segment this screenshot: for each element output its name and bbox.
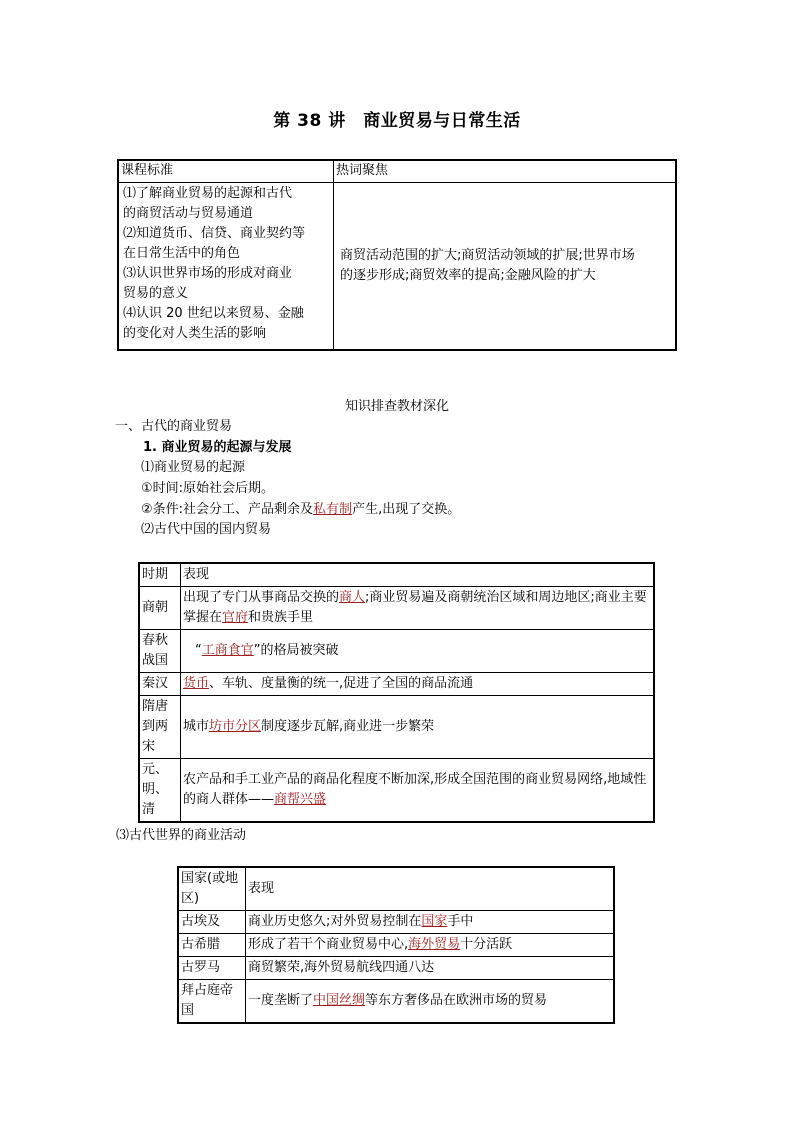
- hotwords-header: 热词聚焦: [334, 160, 677, 182]
- china-trade-table: [138, 562, 655, 823]
- part-heading: 一、古代的商业贸易: [115, 419, 233, 434]
- period-cell: 商朝: [139, 587, 181, 630]
- keyword: 海外贸易: [408, 937, 461, 952]
- standards-content: [118, 182, 334, 350]
- keyword: 工商食官: [201, 643, 254, 658]
- description-cell: “工商食官”的格局被突破: [181, 630, 655, 673]
- country-cell: 拜占庭帝国: [178, 980, 246, 1024]
- item-heading: 1. 商业贸易的起源与发展: [143, 440, 292, 455]
- keyword: 商帮兴盛: [274, 792, 327, 807]
- keyword: 中国丝绸: [313, 993, 366, 1008]
- country-header: 国家(或地区): [178, 867, 246, 911]
- standards-table: [117, 159, 677, 351]
- condition-text: ②条件:社会分工、产品剩余及: [141, 502, 314, 517]
- country-cell: 古罗马: [178, 957, 246, 980]
- condition-text: 产生,出现了交换。: [352, 502, 461, 517]
- description-cell: 出现了专门从事商品交换的商人;商业贸易遍及商朝统治区域和周边地区;商业主要掌握在官府和贵族手里: [181, 587, 655, 630]
- keyword: 坊市分区: [209, 719, 262, 734]
- description-cell: 农产品和手工业产品的商品化程度不断加深,形成全国范围的商业贸易网络,地域性的商人群体——商帮兴盛: [181, 759, 655, 823]
- standards-line: ⑵知道货币、信贷、商业契约等: [123, 225, 306, 241]
- description-cell: 形成了若干个商业贸易中心,海外贸易十分活跃: [246, 934, 615, 957]
- description-cell: 商贸繁荣,海外贸易航线四通八达: [246, 957, 615, 980]
- keyword: 官府: [222, 610, 249, 625]
- description-cell: 城市坊市分区制度逐步瓦解,商业进一步繁荣: [181, 696, 655, 759]
- description-header: 表现: [181, 563, 655, 587]
- subheading-domestic-trade: ⑵古代中国的国内贸易: [141, 522, 272, 537]
- country-cell: 古埃及: [178, 911, 246, 934]
- description-header: 表现: [246, 867, 615, 911]
- period-cell: 隋唐到两宋: [139, 696, 181, 759]
- hotwords-line: 商贸活动范围的扩大;商贸活动领域的扩展;世界市场: [340, 247, 635, 263]
- world-trade-table: [177, 866, 615, 1024]
- period-cell: 春秋战国: [139, 630, 181, 673]
- standards-line: 的变化对人类生活的影响: [123, 325, 267, 341]
- standards-line: ⑷认识 20 世纪以来贸易、金融: [123, 305, 304, 321]
- subheading-origin: ⑴商业贸易的起源: [141, 460, 246, 475]
- section-heading: 知识排查教材深化: [344, 399, 449, 414]
- standards-line: ⑴了解商业贸易的起源和古代: [123, 185, 293, 201]
- period-header: 时期: [139, 563, 181, 587]
- description-cell: 货币、车轨、度量衡的统一,促进了全国的商品流通: [181, 673, 655, 696]
- hotwords-content: [334, 182, 677, 350]
- standards-line: 的商贸活动与贸易通道: [123, 205, 254, 221]
- time-line: ①时间:原始社会后期。: [141, 481, 275, 496]
- keyword: 货币: [183, 676, 210, 691]
- period-cell: 秦汉: [139, 673, 181, 696]
- period-cell: 元、明、清: [139, 759, 181, 823]
- keyword: 国家: [421, 914, 448, 929]
- standards-line: 在日常生活中的角色: [123, 245, 241, 261]
- keyword: 商人: [339, 590, 366, 605]
- description-cell: 商业历史悠久;对外贸易控制在国家手中: [246, 911, 615, 934]
- keyword-private-ownership: 私有制: [313, 502, 353, 517]
- subheading-world-trade: ⑶古代世界的商业活动: [116, 828, 247, 843]
- standards-line: ⑶认识世界市场的形成对商业: [123, 265, 293, 281]
- standards-line: 贸易的意义: [123, 285, 189, 301]
- hotwords-line: 的逐步形成;商贸效率的提高;金融风险的扩大: [340, 267, 596, 283]
- country-cell: 古希腊: [178, 934, 246, 957]
- page-title: 第 38 讲 商业贸易与日常生活: [273, 111, 521, 131]
- description-cell: 一度垄断了中国丝绸等东方奢侈品在欧洲市场的贸易: [246, 980, 615, 1024]
- standards-header: 课程标准: [118, 160, 334, 182]
- condition-line: [141, 500, 460, 520]
